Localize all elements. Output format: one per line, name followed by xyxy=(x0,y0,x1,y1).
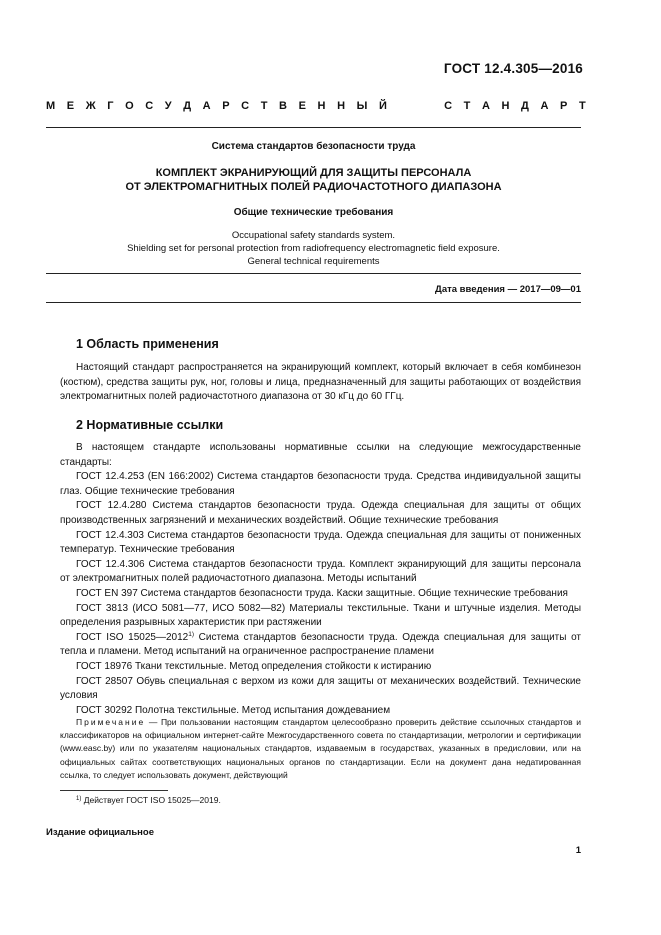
banner-letter: Н xyxy=(337,100,346,112)
header-divider-bottom xyxy=(46,302,581,303)
reference-item-iso xyxy=(60,631,581,660)
banner-letter: У xyxy=(164,100,172,112)
english-title-line-2: Shielding set for personal protection from radiofrequency electromagnetic field exposure. xyxy=(127,243,500,254)
banner-letter: Д xyxy=(521,100,529,112)
banner-letter: А xyxy=(481,100,490,112)
banner-word-gap xyxy=(398,100,432,112)
subtitle: Общие технические требования xyxy=(233,207,394,218)
banner-letter: С xyxy=(145,100,154,112)
note-label: Примечание xyxy=(76,717,146,727)
banner-letter: Н xyxy=(501,100,510,112)
reference-item: ГОСТ 12.4.253 (EN 166:2002) Система стандартов безопасности труда. Средства индивидуальной защиты глаз. Общие технические требования xyxy=(60,471,581,497)
banner-letter: Г xyxy=(107,100,114,112)
reference-item: ГОСТ 28507 Обувь специальная с верхом из кожи для защиты от механических воздействий. Технические условия xyxy=(60,675,581,702)
english-title-line-1: Occupational safety standards system. xyxy=(231,230,396,241)
banner-letter: Т xyxy=(463,100,471,112)
footnote-divider xyxy=(60,790,168,791)
footnote xyxy=(76,795,221,805)
introduction-date: Дата введения — 2017—09—01 xyxy=(435,284,581,295)
banner-letter: Р xyxy=(222,100,230,112)
banner-letter: М xyxy=(46,100,56,112)
banner-letter: Е xyxy=(66,100,75,112)
footnote-marker[interactable]: 1) xyxy=(188,630,195,638)
banner-letter: А xyxy=(540,100,549,112)
section-2-intro: В настоящем стандарте использованы нормативные ссылки на следующие межгосударственные стандарты: xyxy=(60,442,581,468)
banner-letter: Й xyxy=(378,100,387,112)
banner-letter: Н xyxy=(317,100,326,112)
banner-letter: О xyxy=(125,100,134,112)
banner-letter: Ы xyxy=(356,100,368,112)
interstate-standard-banner xyxy=(46,100,586,112)
reference-iso-title: Система стандартов безопасности труда. Одежда специальная для защиты от тепла и пламени. Метод испытаний на ограниченное распространение пламени xyxy=(60,631,582,658)
reference-item: ГОСТ 12.4.280 Система стандартов безопасности труда. Одежда специальная для защиты от общих производственных загрязнений и механических воздействий. Общие технические требования xyxy=(60,500,581,526)
document-number: ГОСТ 12.4.305—2016 xyxy=(443,61,583,76)
banner-letter: Е xyxy=(298,100,306,112)
reference-item: ГОСТ EN 397 Система стандартов безопасности труда. Каски защитные. Общие технические требования xyxy=(76,587,568,599)
banner-letter: Д xyxy=(183,100,192,112)
main-title-line-1: КОМПЛЕКТ ЭКРАНИРУЮЩИЙ ДЛЯ ЗАЩИТЫ ПЕРСОНАЛА xyxy=(155,167,472,179)
banner-letter: В xyxy=(279,100,287,112)
banner-letter: С xyxy=(444,100,453,112)
section-1-paragraph: Настоящий стандарт распространяется на экранирующий комплект, который включает в себя комбинезон (костюм), средства защиты рук, ног, головы и лица, предназначенный для защиты работающих от воздействия электромагнитных полей радиочастотного диапазона от 30 кГц до 60 ГГц. xyxy=(60,362,581,403)
english-title xyxy=(46,229,581,268)
banner-letter: Р xyxy=(560,100,568,112)
reference-item: ГОСТ 30292 Полотна текстильные. Метод испытания дождеванием xyxy=(76,704,391,716)
reference-item: ГОСТ 3813 (ИСО 5081—77, ИСО 5082—82) Материалы текстильные. Ткани и штучные изделия. Методы определения разрывных характеристик при растяжении xyxy=(60,602,581,629)
header-divider-middle xyxy=(46,273,581,274)
main-title-line-2: ОТ ЭЛЕКТРОМАГНИТНЫХ ПОЛЕЙ РАДИОЧАСТОТНОГО ДИАПАЗОНА xyxy=(125,181,502,193)
header-divider-top xyxy=(46,127,581,128)
english-title-line-3: General technical requirements xyxy=(247,256,380,267)
reference-item: ГОСТ 18976 Ткани текстильные. Метод определения стойкости к истиранию xyxy=(76,660,432,672)
banner-letter: Ж xyxy=(85,100,96,112)
banner-letter: С xyxy=(241,100,250,112)
reference-item: ГОСТ 12.4.303 Система стандартов безопасности труда. Одежда специальная для защиты от пониженных температур. Технические требования xyxy=(60,529,581,556)
main-title xyxy=(46,166,581,194)
series-title: Система стандартов безопасности труда xyxy=(211,141,416,152)
section-2-body xyxy=(60,441,581,718)
banner-letter: А xyxy=(202,100,211,112)
page-number: 1 xyxy=(575,845,581,856)
footnote-mark: 1) xyxy=(76,796,82,802)
section-1-heading: 1 Область применения xyxy=(76,337,219,351)
official-edition-label: Издание официальное xyxy=(46,827,154,838)
section-2-heading: 2 Нормативные ссылки xyxy=(76,418,224,432)
banner-letter: Т xyxy=(578,100,586,112)
note-text: — При пользовании настоящим стандартом целесообразно проверить действие ссылочных стандартов и классификаторов на официальном интернет-сайте Межгосударственного совета по стандартизации, метрологии и сертификации (www.easc.by) или по указателям национальных стандартов, издаваемым в государствах, указанных в предисловии, или на официальных сайтах соответствующих национальных органов по стандартизации. Если на документ дана недатированная ссылка, то следует использовать документ, действующий xyxy=(60,717,581,780)
footnote-text: Действует ГОСТ ISO 15025—2019. xyxy=(81,795,221,805)
banner-letter: Т xyxy=(260,100,268,112)
reference-iso-code: ГОСТ ISO 15025—2012 xyxy=(76,631,189,643)
reference-item: ГОСТ 12.4.306 Система стандартов безопасности труда. Комплект экранирующий для защиты персонала от электромагнитных полей радиочастотного диапазона. Методы испытаний xyxy=(60,558,581,585)
section-1-body xyxy=(60,361,581,405)
section-2-note xyxy=(60,716,581,782)
